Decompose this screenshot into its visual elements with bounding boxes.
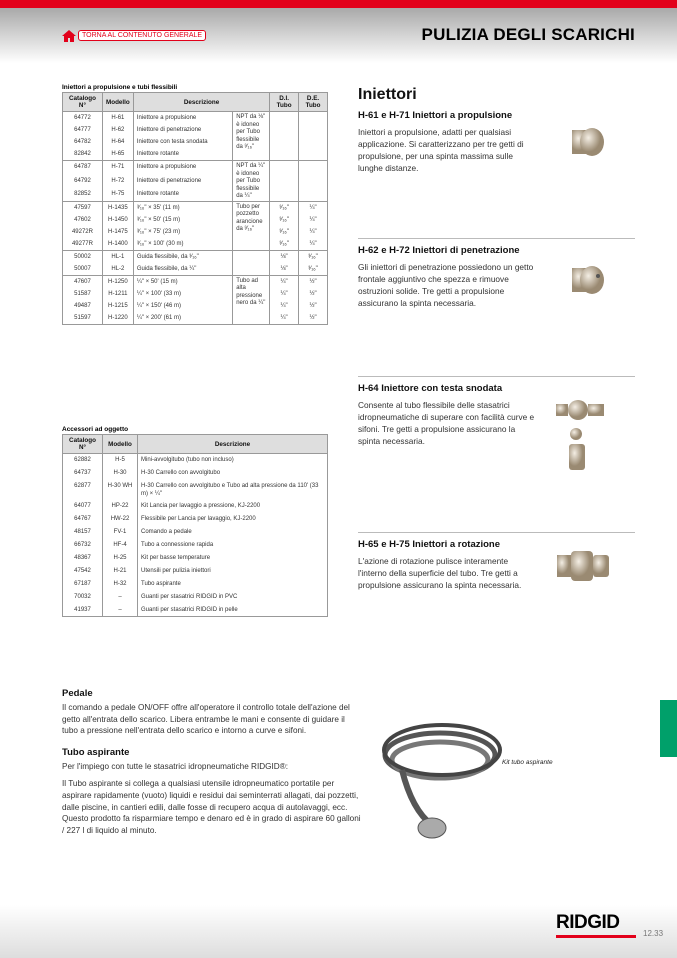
divider	[358, 376, 635, 377]
model-cell: –	[103, 604, 138, 617]
catalog-cell: 49272R	[63, 226, 103, 238]
section-heading: H-64 Iniettore con testa snodata	[358, 383, 503, 394]
description-cell: Guida flessibile, da ³⁄₁₆"	[133, 250, 232, 263]
id-cell	[270, 124, 299, 136]
model-cell: H-21	[103, 565, 138, 578]
od-cell	[299, 148, 328, 161]
model-cell: HF-4	[103, 539, 138, 552]
table-row	[63, 175, 328, 188]
description-cell: ¼" × 100' (33 m)	[133, 288, 232, 300]
description-cell: Kit Lancia per lavaggio a pressione, KJ-2200	[138, 500, 328, 513]
divider	[358, 532, 635, 533]
od-cell: ½"	[299, 288, 328, 300]
description-cell: Iniettore con testa snodata	[133, 136, 232, 148]
catalog-cell: 64777	[63, 124, 103, 136]
section-heading: H-61 e H-71 Iniettori a propulsione	[358, 110, 513, 121]
description-cell: Kit per basse temperature	[138, 552, 328, 565]
od-cell	[299, 188, 328, 202]
table-row	[63, 263, 328, 276]
table2-caption: Accessori ad oggetto	[62, 426, 129, 433]
table-row	[63, 604, 328, 617]
note-cell: NPT da ⅛" è idoneo per Tubo flessibile da ³⁄₁₆"	[233, 112, 270, 161]
table-row	[63, 148, 328, 161]
description-cell: Iniettore rotante	[133, 188, 232, 202]
description-cell: H-30 Carrello con avvolgitubo	[138, 467, 328, 480]
description-cell: ³⁄₁₆" × 75' (23 m)	[133, 226, 232, 238]
accessories-table	[62, 434, 328, 617]
page-number: 12.33	[643, 929, 664, 938]
section-title: Iniettori	[358, 86, 417, 103]
table-row	[63, 201, 328, 214]
model-cell: H-61	[102, 112, 133, 125]
od-cell: ³⁄₁₆"	[299, 263, 328, 276]
suction-hose-intro: Per l'impiego con tutte le stasatrici idropneumatiche RIDGID®:	[62, 761, 289, 771]
table-row	[63, 539, 328, 552]
description-cell: Tubo a connessione rapida	[138, 539, 328, 552]
description-cell: Mini-avvolgitubo (tubo non incluso)	[138, 454, 328, 467]
table-row	[63, 250, 328, 263]
od-cell	[299, 161, 328, 175]
col-description: Descrizione	[133, 93, 269, 112]
catalog-cell: 47542	[63, 565, 103, 578]
description-cell: Iniettore di penetrazione	[133, 124, 232, 136]
section-heading: H-62 e H-72 Iniettori di penetrazione	[358, 245, 520, 256]
description-cell: ³⁄₁₆" × 50' (15 m)	[133, 214, 232, 226]
description-cell: ¼" × 50' (15 m)	[133, 275, 232, 288]
pedal-heading: Pedale	[62, 688, 93, 699]
table-row	[63, 565, 328, 578]
catalog-cell: 51597	[63, 312, 103, 325]
model-cell: H-1400	[102, 238, 133, 251]
model-cell: HP-22	[103, 500, 138, 513]
col-catalog: Catalogo N°	[63, 93, 103, 112]
od-cell: ¼"	[299, 201, 328, 214]
description-cell: Guanti per stasatrici RIDGID in PVC	[138, 591, 328, 604]
model-cell: H-64	[102, 136, 133, 148]
swivel-nozzle-image	[552, 382, 612, 474]
suction-hose-image	[372, 700, 502, 845]
description-cell: Guida flessibile, da ¼"	[133, 263, 232, 276]
description-cell: Flessibile per Lancia per lavaggio, KJ-2200	[138, 513, 328, 526]
table-row	[63, 124, 328, 136]
table-row	[63, 552, 328, 565]
model-cell: H-1250	[102, 275, 133, 288]
description-cell: Iniettore a propulsione	[133, 112, 232, 125]
catalog-cell: 64077	[63, 500, 103, 513]
catalog-cell: 82842	[63, 148, 103, 161]
id-cell: ³⁄₁₆"	[270, 214, 299, 226]
col-od: D.E. Tubo	[299, 93, 328, 112]
id-cell: ³⁄₁₆"	[270, 226, 299, 238]
description-cell: Iniettore rotante	[133, 148, 232, 161]
id-cell	[270, 188, 299, 202]
id-cell: ³⁄₁₆"	[270, 201, 299, 214]
id-cell	[270, 175, 299, 188]
id-cell: ⅛"	[270, 263, 299, 276]
description-cell: H-30 Carrello con avvolgitubo e Tubo ad alta pressione da 110' (33 m) × ¼"	[138, 480, 328, 500]
table-row	[63, 480, 328, 500]
catalog-cell: 41937	[63, 604, 103, 617]
suction-hose-text: Il Tubo aspirante si collega a qualsiasi utensile idropneumatico portatile per aspirare rapidamente (vuoto) liquidi e residui dai seminterrati allagati, dai pozzetti, dalle piscine, in cantieri edili, dalle fosse di recupero acqua di autolavaggi, ecc. Questo prodotto fa risparmiare tempo e denaro ed è in grado di aspirare 60 galloni / 227 l di liquido al minuto.	[62, 779, 361, 835]
table-row	[63, 578, 328, 591]
id-cell	[270, 148, 299, 161]
model-cell: H-1215	[102, 300, 133, 312]
top-red-bar	[0, 0, 677, 8]
table-row	[63, 214, 328, 226]
model-cell: H-62	[102, 124, 133, 136]
id-cell: ³⁄₁₆"	[270, 238, 299, 251]
divider	[358, 238, 635, 239]
col-id: D.I. Tubo	[270, 93, 299, 112]
catalog-cell: 64787	[63, 161, 103, 175]
catalog-cell: 64792	[63, 175, 103, 188]
ridgid-logo: RIDGID	[556, 912, 636, 938]
image-caption: Kit tubo aspirante	[502, 759, 553, 766]
description-cell: Comando a pedale	[138, 526, 328, 539]
od-cell: ¼"	[299, 214, 328, 226]
pedal-section	[62, 688, 362, 836]
description-cell: Iniettore di penetrazione	[133, 175, 232, 188]
injectors-table	[62, 92, 328, 325]
catalog-cell: 50002	[63, 250, 103, 263]
section-heading: H-65 e H-75 Iniettori a rotazione	[358, 539, 501, 550]
catalog-cell: 66732	[63, 539, 103, 552]
model-cell: HL-1	[102, 250, 133, 263]
description-cell: ¼" × 200' (61 m)	[133, 312, 232, 325]
catalog-cell: 62877	[63, 480, 103, 500]
catalog-cell: 50007	[63, 263, 103, 276]
rotating-nozzle-image	[555, 545, 615, 585]
model-cell: H-1220	[102, 312, 133, 325]
catalog-cell: 82852	[63, 188, 103, 202]
model-cell: H-1435	[102, 201, 133, 214]
od-cell	[299, 112, 328, 125]
model-cell: H-71	[102, 161, 133, 175]
table-row	[63, 454, 328, 467]
id-cell: ¼"	[270, 288, 299, 300]
table-row	[63, 288, 328, 300]
table-row	[63, 226, 328, 238]
od-cell: ½"	[299, 312, 328, 325]
catalog-cell: 48157	[63, 526, 103, 539]
model-cell: HL-2	[102, 263, 133, 276]
suction-hose-heading: Tubo aspirante	[62, 746, 130, 758]
back-link-label: TORNA AL CONTENUTO GENERALE	[78, 30, 206, 41]
model-cell: H-32	[103, 578, 138, 591]
catalog-cell: 64737	[63, 467, 103, 480]
model-cell: H-25	[103, 552, 138, 565]
note-cell: Tubo per pozzetto arancione da ³⁄₁₆"	[233, 201, 270, 250]
description-cell: ¼" × 150' (46 m)	[133, 300, 232, 312]
description-cell: Utensili per pulizia iniettori	[138, 565, 328, 578]
section-text: Iniettori a propulsione, adatti per qualsiasi applicazione. Si caratterizzano per tre getti di propulsione, per una spinta massima sulle lunghe distanze.	[358, 127, 524, 173]
od-cell: ³⁄₁₆"	[299, 250, 328, 263]
table-row	[63, 300, 328, 312]
section-text: Gli iniettori di penetrazione possiedono un getto frontale aggiuntivo che spezza e rimuove ostruzioni solide. Tre getti a propulsione assicurano la spinta necessaria.	[358, 262, 534, 308]
model-cell: H-30	[103, 467, 138, 480]
catalog-cell: 49487	[63, 300, 103, 312]
od-cell	[299, 175, 328, 188]
table-row	[63, 312, 328, 325]
catalog-cell: 62882	[63, 454, 103, 467]
note-cell: NPT da ¼" è idoneo per Tubo flessibile da ¼"	[233, 161, 270, 202]
catalog-cell: 67187	[63, 578, 103, 591]
model-cell: –	[103, 591, 138, 604]
model-cell: H-65	[102, 148, 133, 161]
id-cell: ⅛"	[270, 250, 299, 263]
model-cell: FV-1	[103, 526, 138, 539]
description-cell: Guanti per stasatrici RIDGID in pelle	[138, 604, 328, 617]
od-cell: ¼"	[299, 226, 328, 238]
col-description: Descrizione	[138, 435, 328, 454]
id-cell	[270, 112, 299, 125]
catalog-cell: 64782	[63, 136, 103, 148]
table-row	[63, 161, 328, 175]
model-cell: H-75	[102, 188, 133, 202]
table-row	[63, 136, 328, 148]
od-cell: ½"	[299, 275, 328, 288]
od-cell: ½"	[299, 300, 328, 312]
note-cell	[233, 250, 270, 275]
table-row	[63, 467, 328, 480]
description-cell: ³⁄₁₆" × 35' (11 m)	[133, 201, 232, 214]
col-model: Modello	[103, 435, 138, 454]
table-row	[63, 238, 328, 251]
id-cell	[270, 136, 299, 148]
col-model: Modello	[102, 93, 133, 112]
od-cell	[299, 124, 328, 136]
penetration-nozzle-image	[568, 260, 608, 300]
home-icon	[62, 29, 76, 41]
page-title: PULIZIA DEGLI SCARICHI	[421, 25, 635, 44]
od-cell	[299, 136, 328, 148]
id-cell	[270, 161, 299, 175]
table-row	[63, 112, 328, 125]
id-cell: ¼"	[270, 275, 299, 288]
note-cell: Tubo ad alta pressione nero da ¼"	[233, 275, 270, 324]
model-cell: HW-22	[103, 513, 138, 526]
col-catalog: Catalogo N°	[63, 435, 103, 454]
catalog-cell: 70032	[63, 591, 103, 604]
model-cell: H-1211	[102, 288, 133, 300]
table-row	[63, 526, 328, 539]
model-cell: H-1450	[102, 214, 133, 226]
catalog-cell: 47602	[63, 214, 103, 226]
table-row	[63, 513, 328, 526]
model-cell: H-30 WH	[103, 480, 138, 500]
section-tab[interactable]	[660, 700, 677, 757]
od-cell: ¼"	[299, 238, 328, 251]
section-text: L'azione di rotazione pulisce interamente l'interno della superficie del tubo. Tre getti a propulsione assicurano la spinta necessaria.	[358, 556, 522, 590]
table-row	[63, 500, 328, 513]
table1-caption: Iniettori a propulsione e tubi flessibili	[62, 84, 178, 91]
table-row	[63, 188, 328, 202]
model-cell: H-72	[102, 175, 133, 188]
table-row	[63, 591, 328, 604]
description-cell: ³⁄₁₆" × 100' (30 m)	[133, 238, 232, 251]
catalog-cell: 64767	[63, 513, 103, 526]
propulsion-nozzle-image	[568, 122, 608, 162]
catalog-cell: 51587	[63, 288, 103, 300]
catalog-cell: 48367	[63, 552, 103, 565]
catalog-cell: 64772	[63, 112, 103, 125]
description-cell: Iniettore a propulsione	[133, 161, 232, 175]
section-text: Consente al tubo flessibile delle stasatrici idropneumatiche di superare con facilità curve e sifoni. Tre getti a propulsione assicurano la spinta necessaria.	[358, 400, 535, 446]
model-cell: H-1475	[102, 226, 133, 238]
table-row	[63, 275, 328, 288]
model-cell: H-5	[103, 454, 138, 467]
id-cell: ¼"	[270, 312, 299, 325]
catalog-cell: 47597	[63, 201, 103, 214]
pedal-text: Il comando a pedale ON/OFF offre all'operatore il controllo totale dell'azione del getto all'entrata dello scarico. Libera entrambe le mani e consente di guidare il tubo a pressione nell'entrata dello scarico e intorno a curve e sifoni.	[62, 703, 350, 736]
catalog-cell: 49277R	[63, 238, 103, 251]
catalog-cell: 47607	[63, 275, 103, 288]
description-cell: Tubo aspirante	[138, 578, 328, 591]
back-to-contents-link[interactable]	[62, 29, 206, 41]
id-cell: ¼"	[270, 300, 299, 312]
